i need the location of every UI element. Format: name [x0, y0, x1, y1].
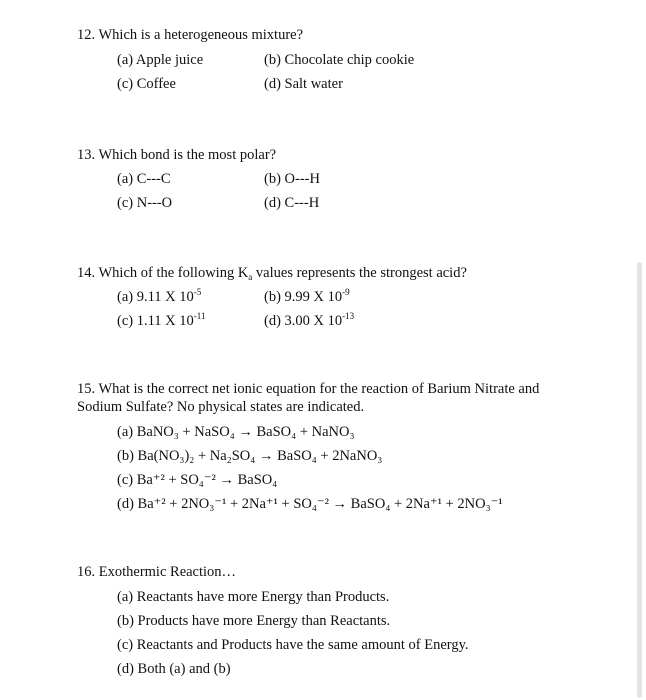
question-13-option-d: (d) C---H — [264, 195, 320, 211]
question-14-option-c: (c) 1.11 X $10^{-11}$ — [117, 311, 206, 329]
question-15-option-d: (d) Ba⁺² + 2NO₃⁻¹ + 2Na⁺¹ + SO₄⁻² → BaSO₄ + 2Na⁺¹ + 2NO₃⁻¹ — [117, 496, 503, 512]
question-15-stem-line-2: Sodium Sulfate? No physical states are indicated. — [77, 399, 365, 415]
question-13-stem: 13. Which bond is the most polar? — [77, 147, 277, 163]
question-14-stem — [77, 265, 467, 282]
question-12-stem: 12. Which is a heterogeneous mixture? — [77, 27, 304, 43]
question-12-option-d: (d) Salt water — [264, 76, 343, 92]
question-15-option-a: (a) BaNO₃ + NaSO₄ → BaSO₄ + NaNO₃ — [117, 424, 355, 440]
question-14-stem-subscript: a — [248, 272, 253, 282]
question-16-option-c: (c) Reactants and Products have the same amount of Energy. — [117, 637, 469, 653]
question-13-option-a: (a) C---C — [117, 171, 171, 187]
question-16-stem: 16. Exothermic Reaction… — [77, 564, 237, 580]
question-14-stem-suffix: values represents the strongest acid? — [252, 265, 467, 281]
question-14-option-d: (d) 3.00 X $10^{-13}$ — [264, 311, 355, 329]
question-14-stem-prefix: 14. Which of the following K — [77, 265, 249, 281]
question-12-option-c: (c) Coffee — [117, 76, 176, 92]
question-12-option-b: (b) Chocolate chip cookie — [264, 52, 415, 68]
question-14-option-b: (b) 9.99 X $10^{-9}$ — [264, 287, 350, 305]
question-12-option-a: (a) Apple juice — [117, 52, 204, 68]
question-13-option-c: (c) N---O — [117, 195, 173, 211]
question-15-option-b: (b) Ba(NO₃)₂ + Na₂SO₄ → BaSO₄ + 2NaNO₃ — [117, 448, 383, 464]
question-16-option-d: (d) Both (a) and (b) — [117, 661, 231, 677]
vertical-scrollbar[interactable] — [637, 262, 642, 698]
question-13-option-b: (b) O---H — [264, 171, 320, 187]
question-16-option-a: (a) Reactants have more Energy than Products. — [117, 589, 390, 605]
question-15-stem-line-1: 15. What is the correct net ionic equation for the reaction of Barium Nitrate and — [77, 381, 540, 397]
question-16-option-b: (b) Products have more Energy than Reactants. — [117, 613, 391, 629]
question-14-option-a: (a) 9.11 X $10^{-5}$ — [117, 287, 202, 305]
question-15-option-c: (c) Ba⁺² + SO₄⁻² → BaSO₄ — [117, 472, 278, 488]
